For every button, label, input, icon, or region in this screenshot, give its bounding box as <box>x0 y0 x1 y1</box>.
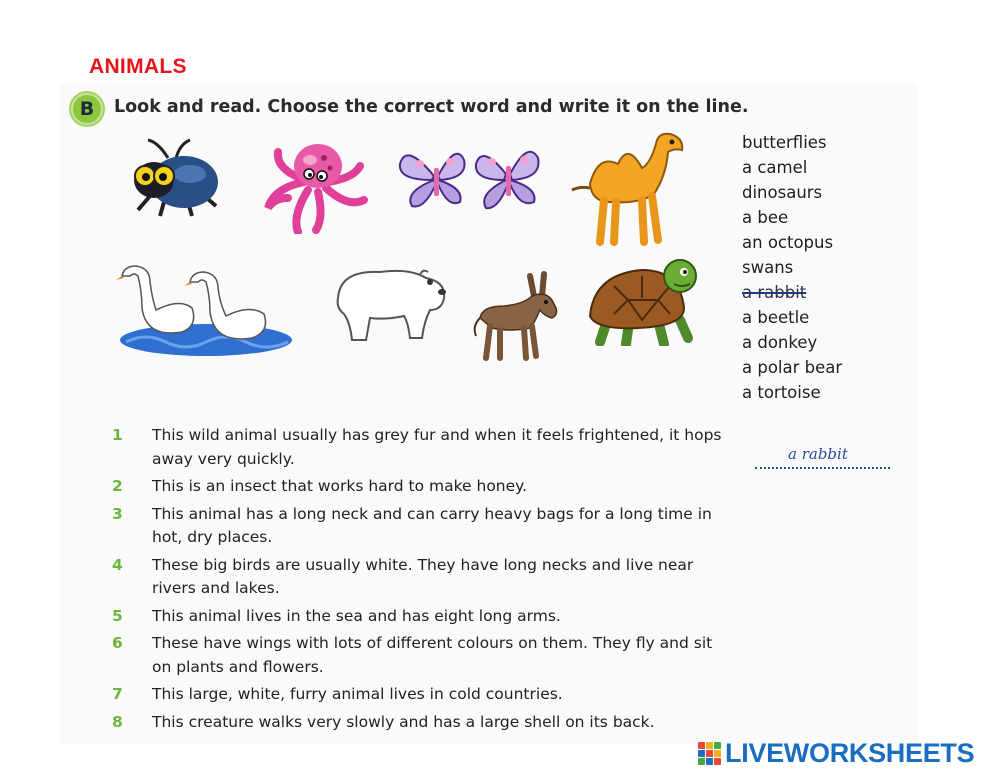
word-bank-item: a beetle <box>742 308 810 327</box>
question-item <box>112 711 732 735</box>
octopus-picture <box>264 138 370 234</box>
question-number: 2 <box>112 477 123 495</box>
liveworksheets-logo-text: LIVEWORKSHEETS <box>725 738 975 768</box>
question-text: This wild animal usually has grey fur and when it feels frightened, it hops away very quickly. <box>152 426 722 468</box>
liveworksheets-logo[interactable] <box>698 738 974 769</box>
word-bank-item: a tortoise <box>742 383 821 402</box>
exercise-instruction: Look and read. Choose the correct word and write it on the line. <box>114 97 749 117</box>
dotted-answer-line <box>755 467 890 469</box>
question-item <box>112 424 732 471</box>
question-item <box>112 503 732 550</box>
question-text: This creature walks very slowly and has a large shell on its back. <box>152 712 655 731</box>
question-number: 7 <box>112 685 123 703</box>
tortoise-picture <box>584 256 704 346</box>
question-item <box>112 475 732 499</box>
question-number: 4 <box>112 555 123 574</box>
swans-picture <box>116 262 298 360</box>
question-number: 5 <box>112 606 123 625</box>
camel-picture <box>570 124 690 246</box>
question-text: These big birds are usually white. They have long necks and live near rivers and lakes. <box>152 555 694 597</box>
question-number: 8 <box>112 712 123 731</box>
question-text: This is an insect that works hard to make honey. <box>152 477 528 495</box>
word-bank-item: a bee <box>742 208 789 227</box>
question-item <box>112 554 732 601</box>
word-bank-item: butterflies <box>742 133 827 152</box>
page-title: ANIMALS <box>89 55 187 78</box>
word-bank-item: a donkey <box>742 333 818 352</box>
example-answer-line <box>755 445 895 473</box>
polar-bear-picture <box>330 262 450 346</box>
question-text: This animal has a long neck and can carry heavy bags for a long time in hot, dry places. <box>152 504 712 546</box>
word-bank-item-crossed-out: a rabbit <box>742 283 807 302</box>
butterflies-picture <box>398 140 544 216</box>
word-bank-item: a polar bear <box>742 358 843 377</box>
question-item <box>112 632 732 679</box>
question-text: This large, white, furry animal lives in cold countries. <box>152 685 563 703</box>
question-text: These have wings with lots of different colours on them. They fly and sit on plants and flowers. <box>152 634 713 676</box>
donkey-picture <box>470 270 566 362</box>
liveworksheets-logo-icon <box>698 742 721 765</box>
example-answer-text: a rabbit <box>788 445 848 463</box>
question-list <box>112 424 732 738</box>
question-item <box>112 605 732 629</box>
question-text: This animal lives in the sea and has eight long arms. <box>152 606 561 625</box>
word-bank-item: a camel <box>742 158 808 177</box>
word-bank-item: dinosaurs <box>742 183 823 202</box>
word-bank-item: an octopus <box>742 233 834 252</box>
question-number: 1 <box>112 426 123 444</box>
word-bank <box>742 130 842 405</box>
question-item <box>112 683 732 707</box>
question-number: 6 <box>112 634 123 652</box>
word-bank-item: swans <box>742 258 794 277</box>
question-number: 3 <box>112 504 123 523</box>
exercise-badge: B <box>71 93 103 125</box>
beetle-picture <box>128 136 222 218</box>
